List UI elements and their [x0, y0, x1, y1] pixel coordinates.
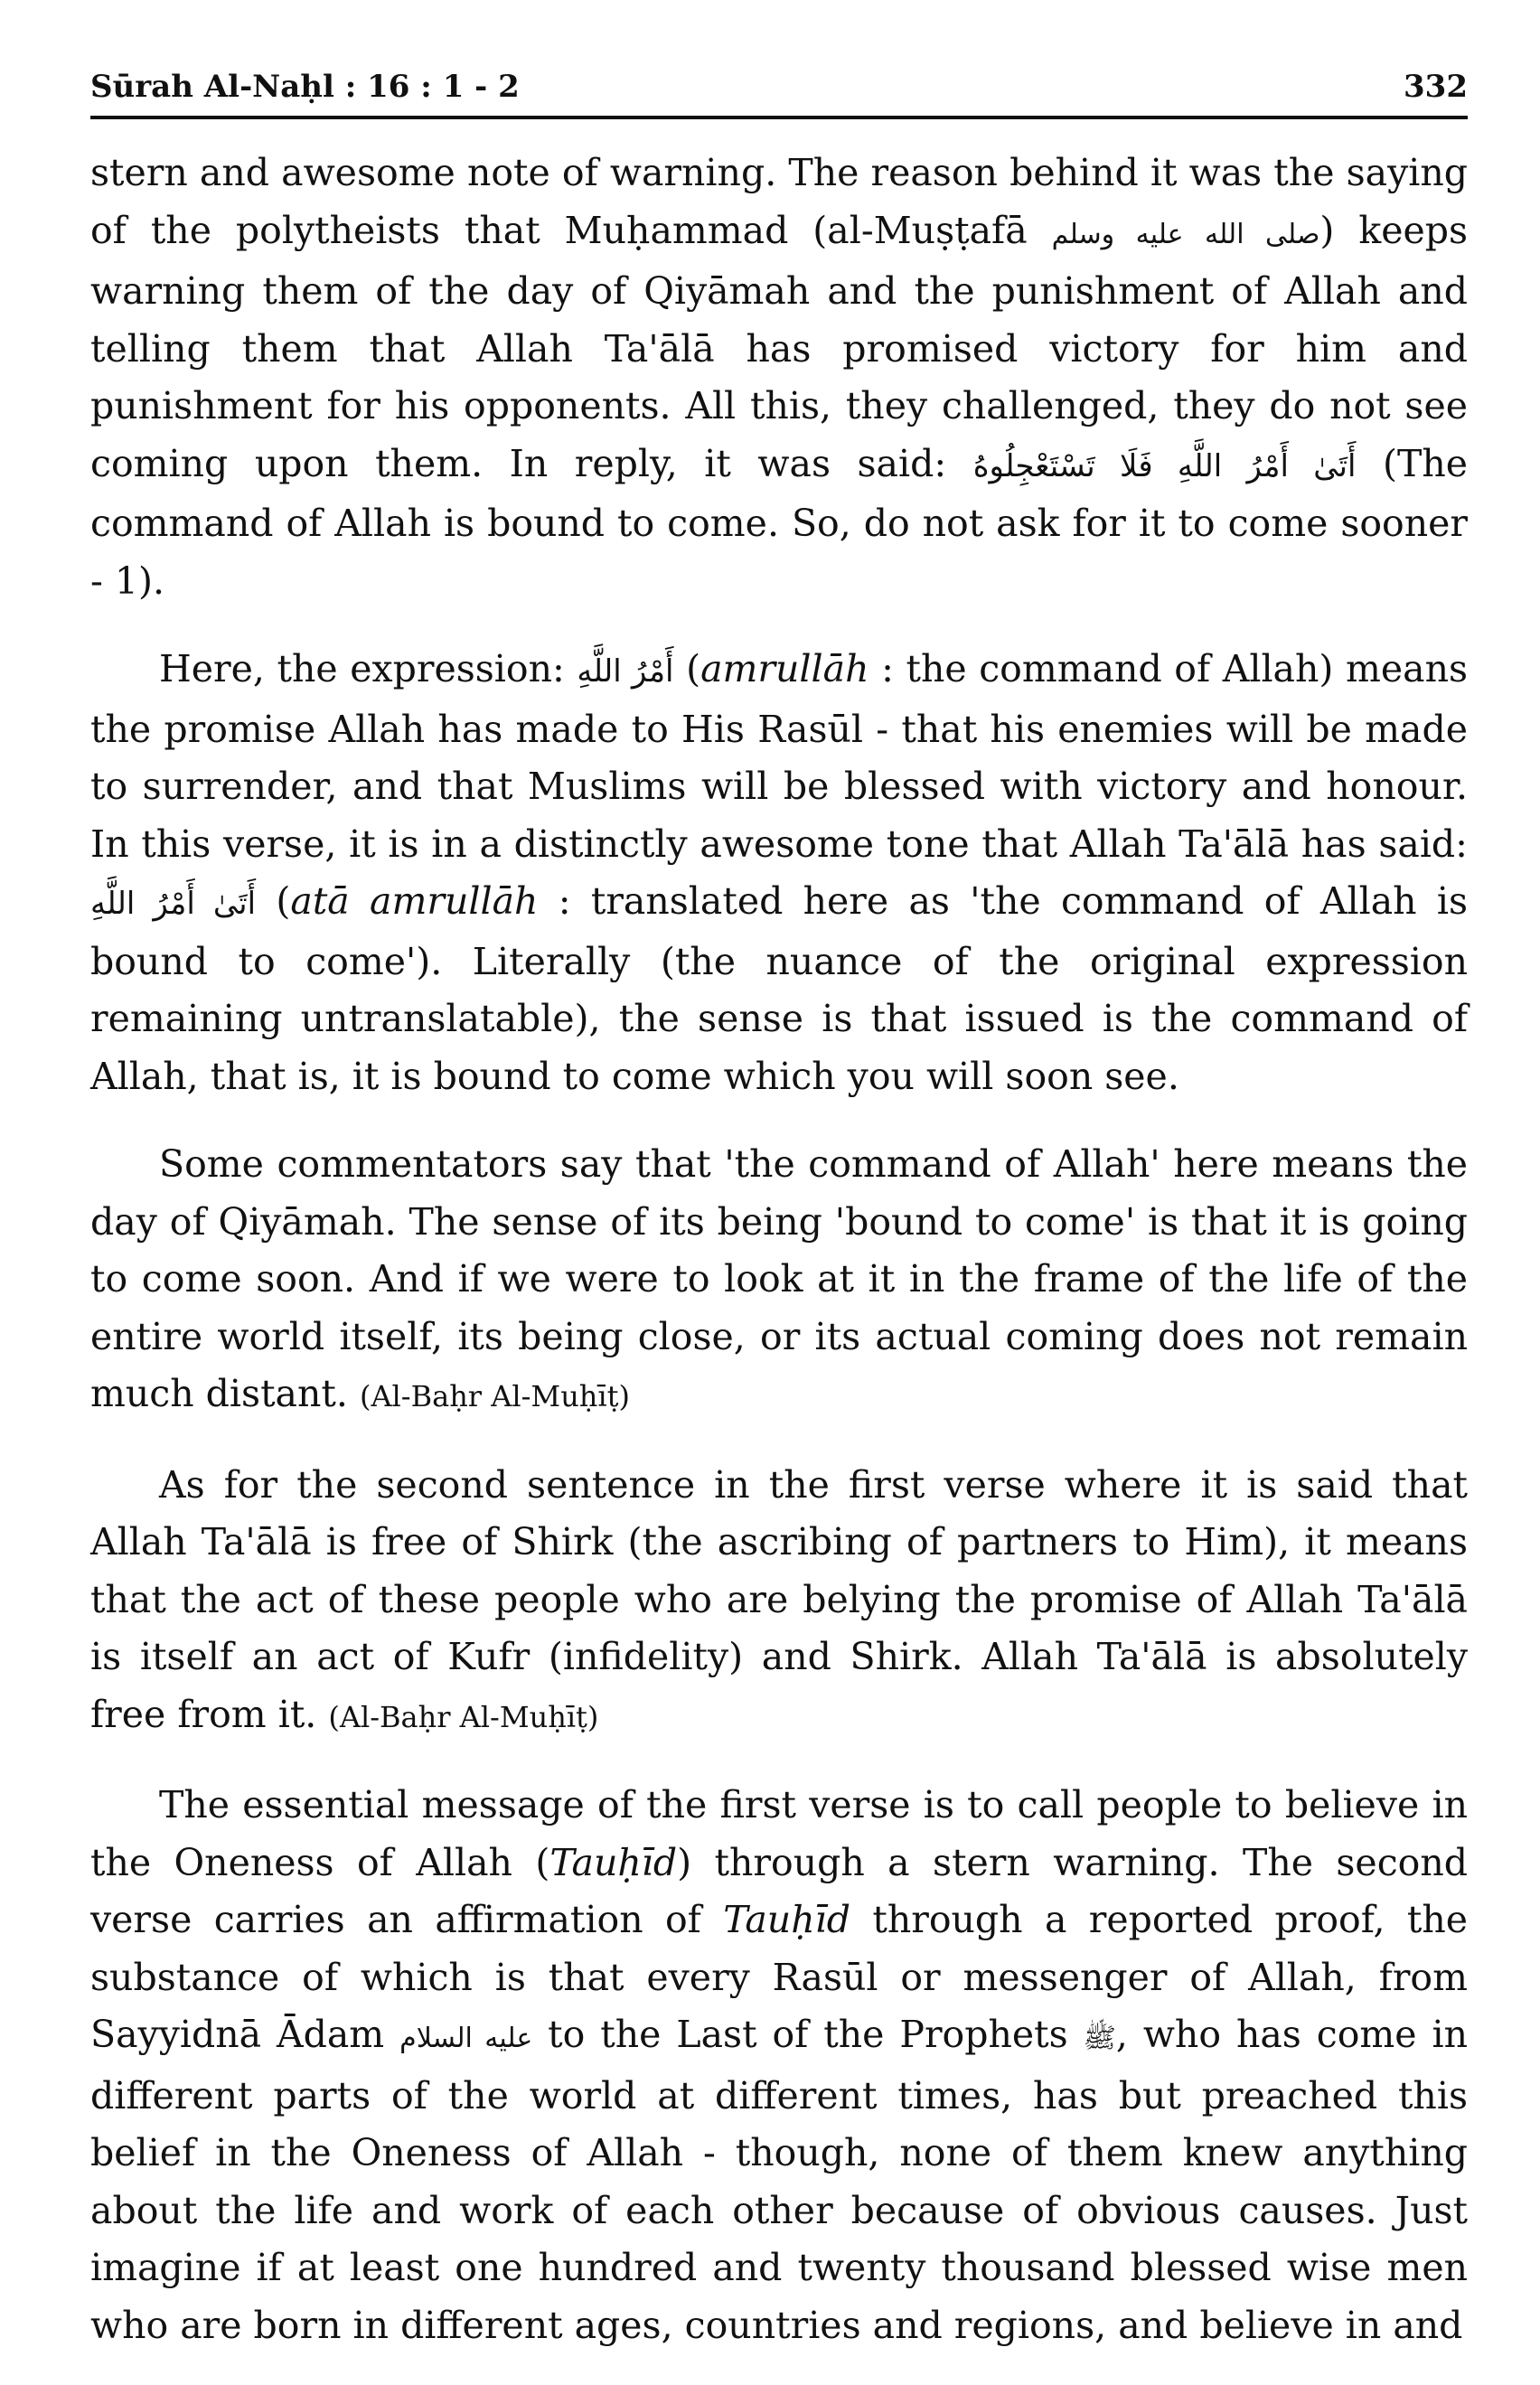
arabic-verse: أَتَىٰ أَمْرُ اللَّهِ فَلَا تَسْتَعْجِلُوهُ — [972, 447, 1357, 484]
honorific-salutation: صلى الله عليه وسلم — [1051, 218, 1320, 250]
source-citation: (Al-Baḥr Al-Muḥīṭ) — [328, 1699, 599, 1734]
paragraph-1: stern and awesome note of warning. The reason behind it was the saying of the polytheists that Muḥammad (al-Muṣṭafā صلى الله عليه وسلم) keeps warning them of the day of Qiyāmah and the punishment of Allah and telling them that Allah Ta'ālā has promised victory for him and punishment for his opponents. All this, they challenged, they do not see coming upon them. In reply, it was said: أَتَىٰ أَمْرُ اللَّهِ فَلَا تَسْتَعْجِلُوهُ (The command of Allah is bound to come. So, do not ask for it to come sooner - 1). — [90, 151, 1469, 603]
transliteration: Tauḥīd — [723, 1898, 850, 1941]
honorific-salutation: ﷺ — [1083, 2023, 1116, 2054]
source-citation: (Al-Baḥr Al-Muḥīṭ) — [359, 1379, 630, 1413]
running-header — [90, 54, 1468, 105]
body-text — [90, 145, 1468, 2385]
honorific-alayhis-salam: عليه السلام — [399, 2023, 533, 2054]
arabic-phrase: أَمْرُ اللَّهِ — [577, 653, 674, 690]
page-number: 332 — [1404, 69, 1468, 105]
paragraph-2: Here, the expression: أَمْرُ اللَّهِ (amrullāh : the command of Allah) means the promise Allah has made to His Rasūl - that his enemies will be made to surrender, and that Muslims will be blessed with victory and honour. In this verse, it is in a distinctly awesome tone that Allah Ta'ālā has said: أَتَىٰ أَمْرُ اللَّهِ (atā amrullāh : translated here as 'the command of Allah is bound to come'). Literally (the nuance of the original expression remaining untranslatable), the sense is that issued is the command of Allah, that is, it is bound to come which you will soon see. — [90, 647, 1469, 1098]
header-title: Sūrah Al-Naḥl : 16 : 1 - 2 — [90, 69, 520, 105]
paragraph-4: As for the second sentence in the first verse where it is said that Allah Ta'ālā is free of Shirk (the ascribing of partners to Him), it means that the act of these people who are belying the promise of Allah Ta'ālā is itself an act of Kufr (infidelity) and Shirk. Allah Ta'ālā is absolutely free from it. (Al-Baḥr Al-Muḥīṭ) — [90, 1462, 1468, 1736]
transliteration: atā amrullāh — [290, 879, 539, 923]
paragraph-3: Some commentators say that 'the command of Allah' here means the day of Qiyāmah. The sense of its being 'bound to come' is that it is going to come soon. And if we were to look at it in the frame of the life of the entire world itself, its being close, or its actual coming does not remain much distant. (Al-Baḥr Al-Muḥīṭ) — [90, 1142, 1468, 1415]
transliteration: Tauḥīd — [549, 1840, 678, 1884]
paragraph-5: The essential message of the first verse is to call people to believe in the Oneness of Allah (Tauḥīd) through a stern warning. The second verse carries an affirmation of Tauḥīd through a reported proof, the substance of which is that every Rasūl or messenger of Allah, from Sayyidnā Ādam عليه السلام to the Last of the Prophets ﷺ, who has come in different parts of the world at different times, has but preached this belief in the Oneness of Allah - though, none of them knew anything about the life and work of each other because of obvious causes. Just imagine if at least one hundred and twenty thousand blessed wise men who are born in different ages, countries and regions, and believe in and — [90, 1783, 1469, 2347]
header-rule — [90, 116, 1468, 119]
arabic-phrase: أَتَىٰ أَمْرُ اللَّهِ — [90, 886, 257, 922]
transliteration: amrullāh — [700, 647, 869, 690]
